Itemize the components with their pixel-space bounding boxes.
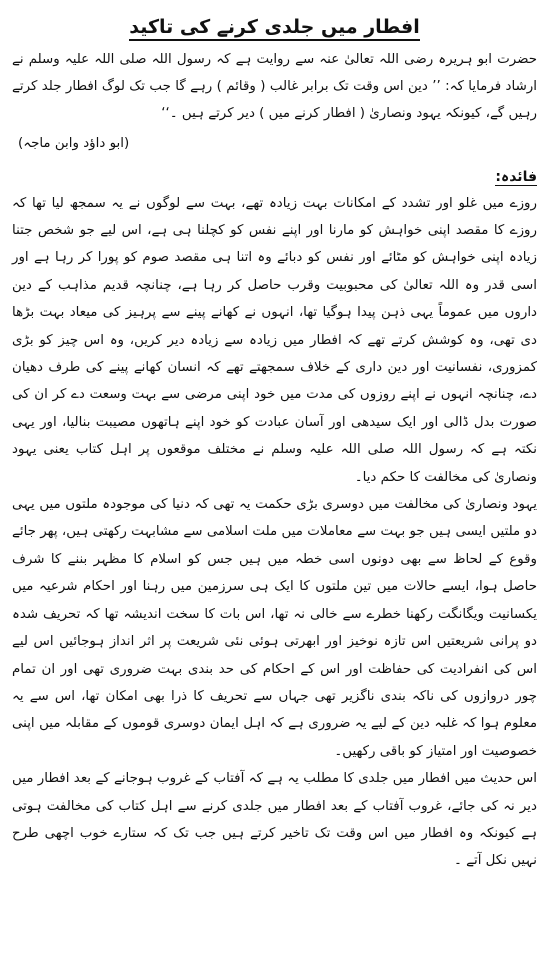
fawaid-heading-text: فائدہ: bbox=[495, 168, 537, 185]
page-title bbox=[12, 14, 537, 40]
fawaid-heading bbox=[12, 164, 537, 190]
hadith-source: (ابو داؤد وابن ماجہ) bbox=[18, 135, 130, 151]
paragraph-3: اس حدیث میں افطار میں جلدی کا مطلب یہ ہے کہ آفتاب کے غروب ہوجانے کے بعد افطار میں دیر نہ کی جائے، غروب آفتاب کے بعد افطار میں جلدی کرنے سے اہل کتاب کی مخالفت ہوتی ہے کیونکہ وہ افطار میں اس وقت تک تاخیر کرتے ہیں جب تک کہ ستارے خوب اچھی طرح نہیں نکل آتے ۔ bbox=[12, 771, 537, 869]
paragraph-2: یہود ونصاریٰ کی مخالفت میں دوسری بڑی حکمت یہ تھی کہ دنیا کی موجودہ ملتوں میں یہی دو ملتیں ایسی ہیں جو بہت سے معاملات میں ملت اسلامی سے مشابہت رکھتی ہیں، پھر جائے وقوع کے لحاظ سے بھی دونوں اسی خطہ میں ہیں جس کو اسلام کا مظہر بننے کا شرف حاصل ہوا، ایسے حالات میں تین ملتوں کا ایک ہی سرزمین میں رہنا اور احکام شرعیہ میں یکسانیت ویگانگت رکھنا خطرے سے خالی نہ تھا، اس بات کا سخت اندیشہ تھا کہ تحریف شدہ دو پرانی شریعتیں اس تازہ نوخیز اور ابھرتی ہوئی نئی شریعت پر اثر انداز ہوجائیں اس لیے اس کی انفرادیت کی حفاظت اور اس کے احکام کی حد بندی بہت ضروری تھی اور ان تمام چور دروازوں کی ناکہ بندی ناگزیر تھی جہاں سے تحریف کا ذرا بھی امکان تھا، اس سے یہ معلوم ہوا کہ غلبہ دین کے لیے یہ ضروری ہے کہ اہل ایمان دوسری قوموں کے مقابلہ میں اپنی خصوصیت اور امتیاز کو باقی رکھیں۔ bbox=[12, 497, 537, 759]
hadith-text: حضرت ابو ہریرہ رضی اللہ تعالیٰ عنہ سے روایت ہے کہ رسول اللہ صلی اللہ علیہ وسلم نے ارشاد فرمایا کہ: ’’ دین اس وقت تک برابر غالب ( وقائم ) رہے گا جب تک لوگ افطار جلد کرتے رہیں گے، کیونکہ یہود ونصاریٰ ( افطار کرنے میں ) دیر کرتے ہیں ۔‘‘ bbox=[12, 52, 537, 122]
page-title-text: افطار میں جلدی کرنے کی تاکید bbox=[129, 16, 420, 41]
paragraph-1: روزے میں غلو اور تشدد کے امکانات بہت زیادہ تھے، بہت سے لوگوں نے یہ سمجھ لیا تھا کہ روزے کا مقصد اپنی خواہش کو مارنا اور اپنے نفس کو کچلنا ہی ہے، اس لیے جو شخص جتنا زیادہ اپنی خواہش کو مٹائے اور نفس کو دبائے وہ اتنا ہی مقصد صوم کو پورا کر رہا ہے اور اسی قدر وہ اللہ تعالیٰ کی محبوبیت وقرب حاصل کر رہا ہے، چنانچہ قدیم مذاہب کے دین داروں میں عموماً یہی ذہن پیدا ہوگیا تھا، انہوں نے کھانے پینے سے پرہیز کی میعاد بہت بڑھا دی تھی، وہ کوشش کرتے تھے کہ افطار میں زیادہ سے زیادہ دیر کریں، وہ اس چیز کو بڑی کمزوری، نفسانیت اور دین داری کے خلاف سمجھتے تھے کہ انسان کھانے پینے کی طرف دھیان دے، چنانچہ انہوں نے اپنے روزوں کی مدت میں خود اپنی مرضی سے بہت وسعت دے کر ان کی صورت بدل ڈالی اور ایک سیدھی اور آسان عبادت کو خود اپنے ہاتھوں مصیبت بنالیا، اور یہی نکتہ ہے کہ رسول اللہ صلی اللہ علیہ وسلم نے مختلف موقعوں پر اہل کتاب یعنی یہود ونصاریٰ کی مخالفت کا حکم دیا۔ bbox=[12, 195, 537, 485]
